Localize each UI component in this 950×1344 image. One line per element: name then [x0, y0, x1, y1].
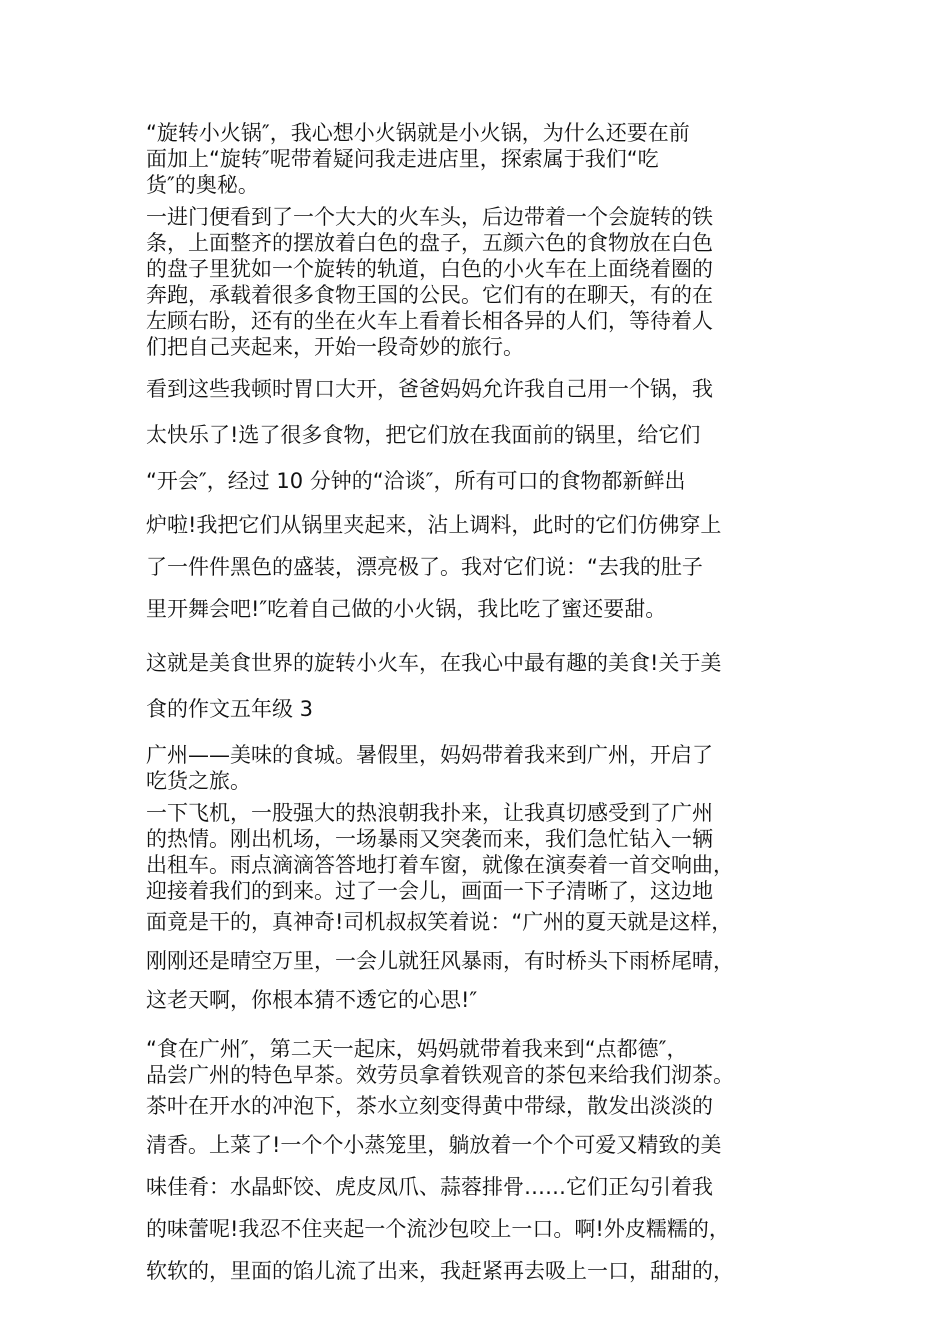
text-line: 了一件件黑色的盛装，漂亮极了。我对它们说：“去我的肚子 — [146, 555, 703, 579]
text-line: “开会″，经过 10 分钟的“洽谈″，所有可口的食物都新鲜出 — [146, 469, 686, 493]
text-line: 这就是美食世界的旋转小火车，在我心中最有趣的美食!关于美 — [146, 651, 722, 675]
text-line: 清香。上菜了!一个个小蒸笼里，躺放着一个个可爱又精致的美 — [146, 1133, 722, 1157]
text-line: 一下飞机，一股强大的热浪朝我扑来，让我真切感受到了广州 — [146, 801, 713, 825]
text-line: 奔跑，承载着很多食物王国的公民。它们有的在聊天，有的在 — [146, 283, 713, 307]
text-line: 看到这些我顿时胃口大开，爸爸妈妈允许我自己用一个锅，我 — [146, 377, 713, 401]
text-line: 货″的奥秘。 — [146, 173, 259, 197]
paragraph-6 — [146, 800, 816, 1018]
paragraph-5 — [146, 742, 816, 794]
text-line: 面竟是干的，真神奇!司机叔叔笑着说：“广州的夏天就是这样， — [146, 910, 733, 934]
text-line: 出租车。雨点滴滴答答地打着车窗，就像在演奏着一首交响曲， — [146, 853, 734, 877]
text-line: 们把自己夹起来，开始一段奇妙的旅行。 — [146, 335, 524, 359]
text-line: 条，上面整齐的摆放着白色的盘子，五颜六色的食物放在白色 — [146, 231, 713, 255]
paragraph-3 — [146, 366, 816, 630]
text-line: 里开舞会吧!″吃着自己做的小火锅，我比吃了蜜还要甜。 — [146, 597, 667, 621]
text-line: 的热情。刚出机场，一场暴雨又突袭而来，我们急忙钻入一辆 — [146, 827, 713, 851]
text-line: 刚刚还是晴空万里，一会儿就狂风暴雨，有时桥头下雨桥尾晴， — [146, 949, 734, 973]
text-line: 的盘子里犹如一个旋转的轨道，白色的小火车在上面绕着圈的 — [146, 257, 713, 281]
text-line: 太快乐了!选了很多食物，把它们放在我面前的锅里，给它们 — [146, 423, 701, 447]
text-line: “旋转小火锅″，我心想小火锅就是小火锅，为什么还要在前 — [146, 121, 690, 145]
text-line: 一进门便看到了一个大大的火车头，后边带着一个会旋转的铁 — [146, 205, 713, 229]
paragraph-2 — [146, 204, 816, 360]
paragraph-7 — [146, 1036, 816, 1292]
text-line: 面加上“旋转″呢带着疑问我走进店里，探索属于我们“吃 — [146, 147, 659, 171]
text-line: “食在广州″，第二天一起床，妈妈就带着我来到“点都德″， — [146, 1037, 688, 1061]
text-line: 食的作文五年级 3 — [146, 697, 314, 721]
text-line: 这老天啊，你根本猜不透它的心思!″ — [146, 988, 478, 1012]
paragraph-1 — [146, 120, 816, 198]
text-line: 广州——美味的食城。暑假里，妈妈带着我来到广州，开启了 — [146, 743, 713, 767]
text-line: 的味蕾呢!我忍不住夹起一个流沙包咬上一口。啊!外皮糯糯的， — [146, 1217, 730, 1241]
text-line: 品尝广州的特色早茶。效劳员拿着铁观音的茶包来给我们沏茶。 — [146, 1063, 734, 1087]
text-line: 炉啦!我把它们从锅里夹起来，沾上调料，此时的它们仿佛穿上 — [146, 513, 722, 537]
paragraph-4 — [146, 640, 816, 732]
text-line: 左顾右盼，还有的坐在火车上看着长相各异的人们，等待着人 — [146, 309, 713, 333]
article-body — [146, 120, 816, 1292]
text-line: 味佳肴：水晶虾饺、虎皮凤爪、蒜蓉排骨……它们正勾引着我 — [146, 1175, 713, 1199]
text-line: 迎接着我们的到来。过了一会儿，画面一下子清晰了，这边地 — [146, 879, 713, 903]
text-line: 软软的，里面的馅儿流了出来，我赶紧再去吸上一口，甜甜的， — [146, 1259, 734, 1283]
text-line: 茶叶在开水的冲泡下，茶水立刻变得黄中带绿，散发出淡淡的 — [146, 1094, 713, 1118]
text-line: 吃货之旅。 — [146, 769, 251, 793]
